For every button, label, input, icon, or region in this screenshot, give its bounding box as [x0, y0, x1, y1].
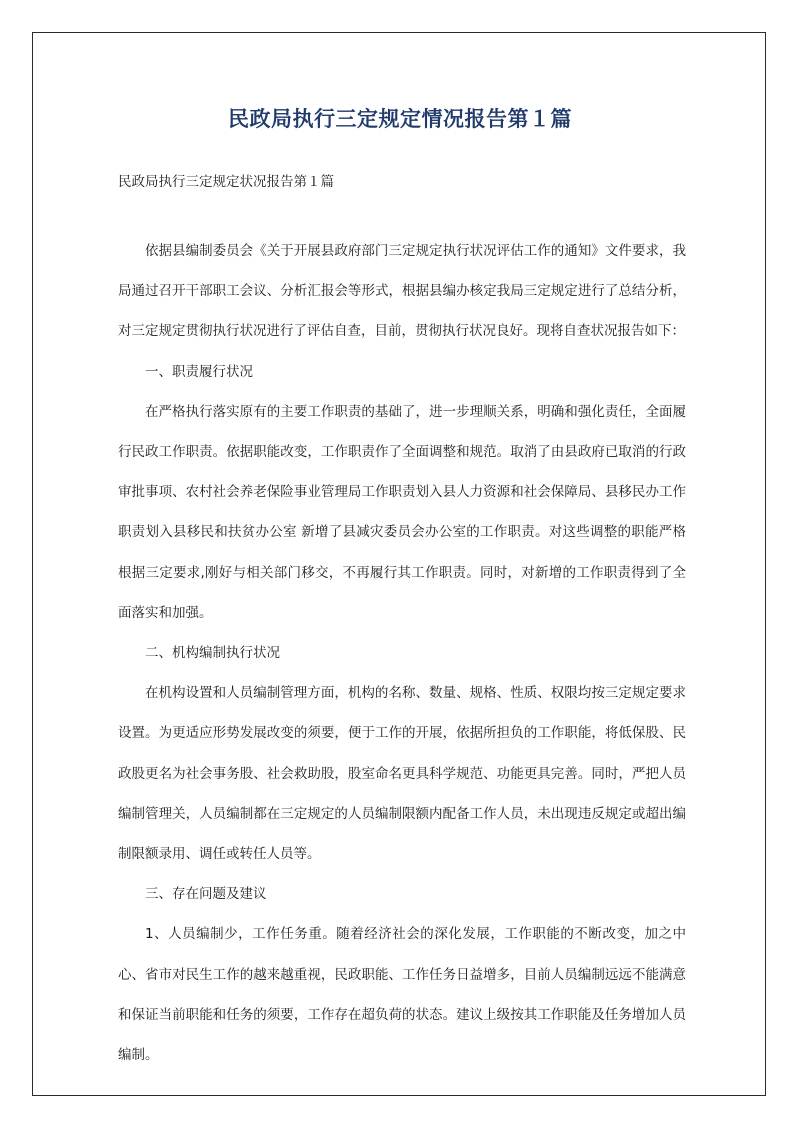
document-title: 民政局执行三定规定情况报告第１篇: [228, 107, 572, 131]
section-heading-organization: 二、机构编制执行状况: [145, 645, 280, 662]
organization-paragraph: 在机构设置和人员编制管理方面，机构的名称、数量、规格、性质、权限均按三定规定要求设置。为更适应形势发展改变的须要，便于工作的开展，依据所担负的工作职能，将低保股、民政股更名为社会事务股、社会救助股，股室命名更具科学规范、功能更具完善。同时，严把人员编制管理关，人员编制都在三定规定的人员编制限额内配备工作人员，未出现违反规定或超出编制限额录用、调任或转任人员等。: [118, 685, 686, 863]
section-heading-issues: 三、存在问题及建议: [145, 886, 267, 903]
duties-paragraph: 在严格执行落实原有的主要工作职责的基础了，进一步理顺关系，明确和强化责任，全面履行民政工作职责。依据职能改变，工作职责作了全面调整和规范。取消了由县政府已取消的行政审批事项、农村社会养老保险事业管理局工作职责划入县人力资源和社会保障局、县移民办工作职责划入县移民和扶贫办公室 新增了县减灾委员会办公室的工作职责。对这些调整的职能严格根据三定要求,刚好与相关部门移交，不再履行其工作职责。同时，对新增的工作职责得到了全面落实和加强。: [118, 403, 686, 621]
section-heading-duties: 一、职责履行状况: [145, 363, 253, 380]
intro-paragraph: 依据县编制委员会《关于开展县政府部门三定规定执行状况评估工作的通知》文件要求，我局通过召开干部职工会议、分析汇报会等形式，根据县编办核定我局三定规定进行了总结分析，对三定规定贯彻执行状况进行了评估自查，目前，贯彻执行状况良好。现将自查状况报告如下：: [118, 243, 686, 340]
document-subtitle: 民政局执行三定规定状况报告第１篇: [118, 174, 334, 190]
document-body: [118, 231, 686, 1075]
issues-paragraph: 1、人员编制少，工作任务重。随着经济社会的深化发展，工作职能的不断改变，加之中心、省市对民生工作的越来越重视，民政职能、工作任务日益增多，目前人员编制远远不能满意和保证当前职能和任务的须要，工作存在超负荷的状态。建议上级按其工作职能及任务增加人员编制。: [118, 926, 686, 1064]
